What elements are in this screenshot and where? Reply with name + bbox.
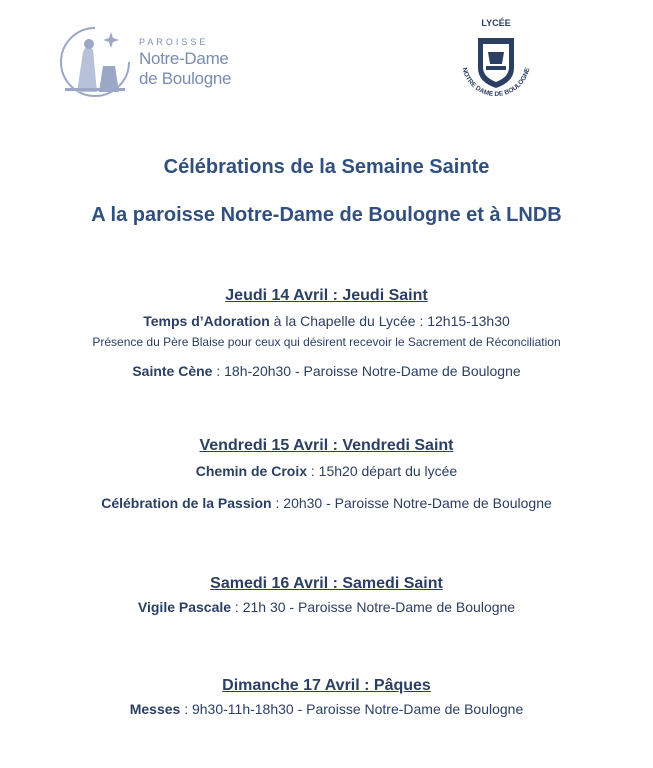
event-item-label: Temps d’Adoration (143, 313, 270, 329)
event-item-detail: : 21h 30 - Paroisse Notre-Dame de Boulogne (231, 599, 516, 615)
event-day-heading: Samedi 16 Avril : Samedi Saint (210, 575, 443, 592)
page-subtitle: A la paroisse Notre-Dame de Boulogne et à LNDB (91, 204, 562, 226)
event-item (0, 363, 653, 379)
event-item-detail: à la Chapelle du Lycée : 12h15-13h30 (269, 313, 510, 329)
event-item-detail: : 9h30-11h-18h30 - Paroisse Notre-Dame de Boulogne (180, 701, 524, 717)
parish-emblem-icon (55, 22, 135, 102)
parish-wordmark (139, 38, 231, 87)
event-item-label: Célébration de la Passion (101, 495, 272, 511)
event-item-label: Chemin de Croix (195, 463, 307, 479)
event-item-label: Messes (129, 701, 181, 717)
parish-name-line2: de Boulogne (139, 69, 232, 88)
event-day-heading: Jeudi 14 Avril : Jeudi Saint (225, 287, 428, 304)
event-day-heading: Dimanche 17 Avril : Pâques (222, 677, 431, 694)
event-item (0, 701, 653, 717)
event-item-detail: : 18h-20h30 - Paroisse Notre-Dame de Boulogne (212, 363, 521, 379)
event-item-detail: : 15h20 départ du lycée (307, 463, 458, 479)
page-title: Célébrations de la Semaine Sainte (163, 156, 490, 178)
event-saturday (0, 575, 653, 615)
event-item (0, 495, 653, 511)
parish-label: PAROISSE (139, 37, 209, 47)
parish-name-line1: Notre-Dame (139, 49, 229, 68)
event-item (0, 463, 653, 479)
event-friday (0, 437, 653, 511)
lycee-logo (448, 18, 544, 108)
lycee-label: LYCÉE (481, 18, 511, 28)
event-sunday (0, 677, 653, 717)
event-item-detail: : 20h30 - Paroisse Notre-Dame de Boulogne (271, 495, 552, 511)
event-item-label: Vigile Pascale (137, 599, 232, 615)
event-note: Présence du Père Blaise pour ceux qui désirent recevoir le Sacrement de Réconciliation (92, 335, 561, 349)
lycee-crest-icon (448, 18, 544, 108)
parish-logo (55, 22, 245, 102)
svg-text:NOTRE DAME DE BOULOGNE: NOTRE DAME DE BOULOGNE (460, 66, 532, 99)
event-item (0, 313, 653, 329)
event-item-label: Sainte Cène (132, 363, 213, 379)
event-day-heading: Vendredi 15 Avril : Vendredi Saint (199, 437, 454, 454)
event-item (0, 599, 653, 615)
event-thursday (0, 287, 653, 379)
